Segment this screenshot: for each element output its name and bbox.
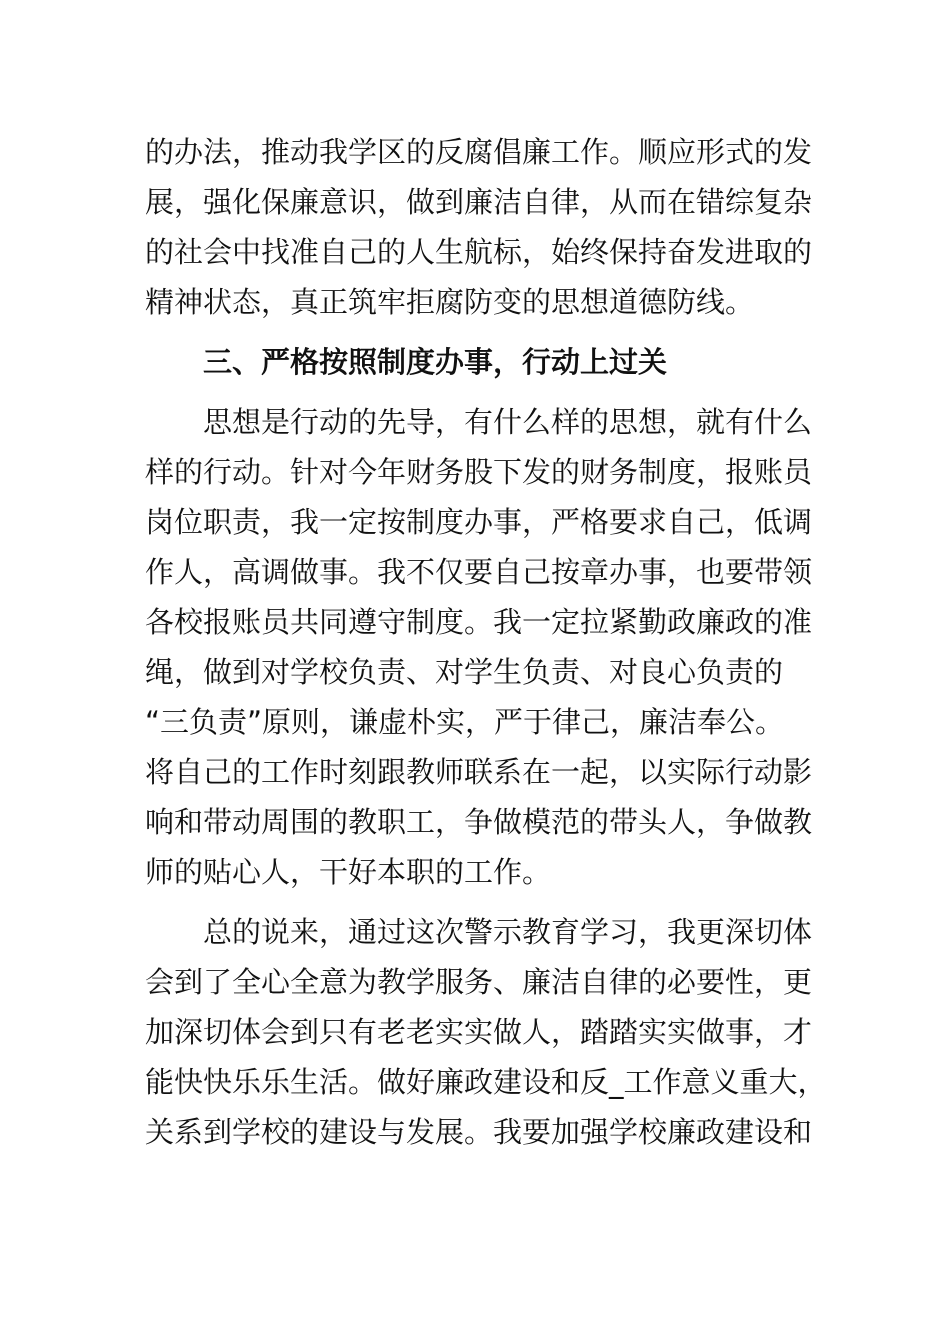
paragraph-line: “三负责”原则，谦虚朴实，严于律己，廉洁奉公。 [145,705,785,739]
paragraph-continuation [145,127,825,327]
section-heading-block [145,337,825,387]
paragraph-rules [145,397,825,897]
section-heading: 三、严格按照制度办事，行动上过关 [203,345,668,379]
paragraph-line: 关系到学校的建设与发展。我要加强学校廉政建设和 [145,1115,813,1149]
paragraph-line: 绳，做到对学校负责、对学生负责、对良心负责的 [145,655,784,689]
paragraph-line: 展，强化保廉意识，做到廉洁自律，从而在错综复杂 [145,185,813,219]
paragraph-line: 能快快乐乐生活。做好廉政建设和反_工作意义重大， [145,1065,827,1099]
paragraph-line: 的办法，推动我学区的反腐倡廉工作。顺应形式的发 [145,135,813,169]
paragraph-line: 师的贴心人，干好本职的工作。 [145,855,552,889]
paragraph-line: 会到了全心全意为教学服务、廉洁自律的必要性，更 [145,965,813,999]
paragraph-line: 的社会中找准自己的人生航标，始终保持奋发进取的 [145,235,813,269]
paragraph-line: 各校报账员共同遵守制度。我一定拉紧勤政廉政的准 [145,605,813,639]
paragraph-line: 作人，高调做事。我不仅要自己按章办事，也要带领 [145,555,813,589]
paragraph-line: 总的说来，通过这次警示教育学习，我更深切体 [203,915,813,949]
paragraph-line: 将自己的工作时刻跟教师联系在一起，以实际行动影 [145,755,813,789]
paragraph-line: 思想是行动的先导，有什么样的思想，就有什么 [203,405,813,439]
paragraph-line: 岗位职责，我一定按制度办事，严格要求自己，低调 [145,505,813,539]
paragraph-line: 加深切体会到只有老老实实做人，踏踏实实做事，才 [145,1015,813,1049]
paragraph-summary [145,907,825,1157]
paragraph-line: 响和带动周围的教职工，争做模范的带头人，争做教 [145,805,813,839]
paragraph-line: 样的行动。针对今年财务股下发的财务制度，报账员 [145,455,813,489]
paragraph-line: 精神状态，真正筑牢拒腐防变的思想道德防线。 [145,285,755,319]
